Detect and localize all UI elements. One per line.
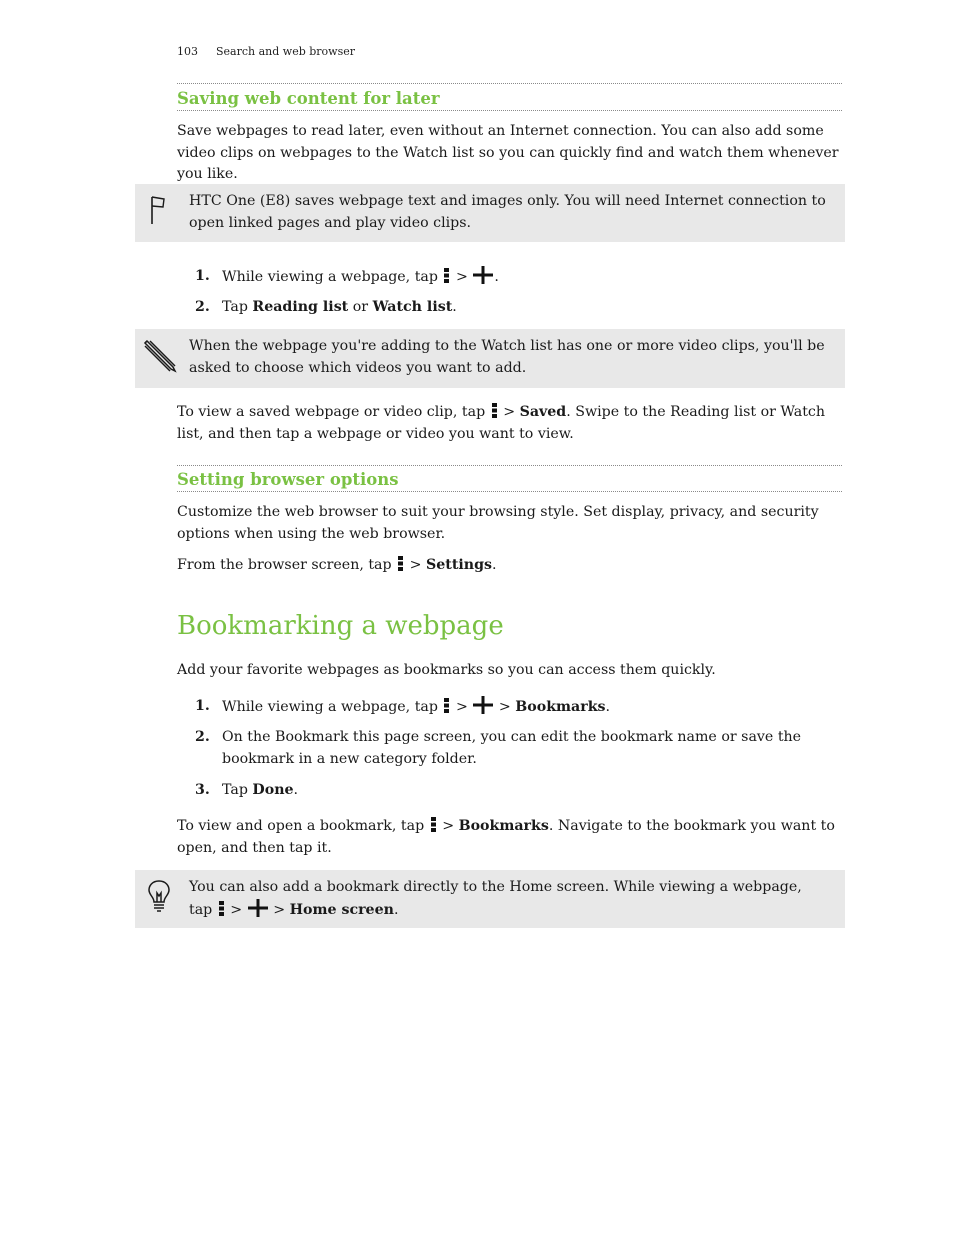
- step-text: or: [348, 299, 373, 315]
- paragraph-text: .: [492, 557, 497, 573]
- list-number: 3.: [195, 782, 210, 798]
- kebab-menu-icon: [492, 403, 497, 418]
- kebab-menu-icon: [444, 698, 449, 713]
- page-number: 103: [177, 45, 198, 58]
- separator: >: [230, 901, 243, 918]
- options-intro: Customize the web browser to suit your browsing style. Set display, privacy, and security options when using the web browser.: [177, 504, 819, 542]
- section-rule-bottom: [177, 491, 842, 492]
- step-text: .: [293, 782, 299, 798]
- view-saved-paragraph: [177, 402, 845, 445]
- reading-list-label: Reading list: [252, 299, 349, 315]
- watch-list-label: Watch list: [372, 299, 453, 315]
- options-settings-paragraph: [177, 555, 845, 577]
- kebab-menu-icon: [398, 556, 403, 571]
- list-number: 1.: [195, 268, 210, 284]
- home-screen-label: Home screen: [289, 901, 394, 918]
- separator: >: [273, 901, 286, 918]
- separator: >: [455, 699, 468, 715]
- tip-text: You can also add a bookmark directly to the Home screen. While viewing a webpage, tap: [189, 879, 802, 918]
- paragraph-text: To view a saved webpage or video clip, tap: [177, 404, 486, 420]
- section-rule-bottom: [177, 110, 842, 111]
- lightbulb-icon: [147, 879, 171, 913]
- saved-label: Saved: [519, 404, 567, 420]
- separator: >: [409, 557, 422, 573]
- list-number: 2.: [195, 299, 210, 315]
- view-bookmark-paragraph: [177, 816, 845, 859]
- flag-note-text: HTC One (E8) saves webpage text and images only. You will need Internet connection to open linked pages and play video clips.: [189, 193, 826, 231]
- heading-bookmarking: Bookmarking a webpage: [177, 611, 504, 641]
- step-text: While viewing a webpage, tap: [222, 699, 438, 715]
- bookmark-intro: Add your favorite webpages as bookmarks so you can access them quickly.: [177, 662, 716, 678]
- kebab-menu-icon: [219, 901, 224, 916]
- pencil-note-text: When the webpage you're adding to the Watch list has one or more video clips, you'll be asked to choose which videos you want to add.: [189, 338, 825, 376]
- paragraph-text: From the browser screen, tap: [177, 557, 392, 573]
- tip-note-box: [135, 870, 845, 928]
- plus-icon: [248, 899, 268, 917]
- separator: >: [503, 404, 516, 420]
- saving-intro: Save webpages to read later, even without an Internet connection. You can also add some video clips on webpages to the Watch list so you can quickly find and watch them whenever you like.: [177, 123, 839, 182]
- heading-browser-options: Setting browser options: [177, 470, 399, 489]
- pencil-icon: [141, 337, 177, 373]
- step-text: .: [452, 299, 457, 315]
- step-text: Tap: [222, 782, 253, 798]
- section-title: Search and web browser: [216, 45, 355, 58]
- kebab-menu-icon: [431, 817, 436, 832]
- separator: >: [498, 699, 511, 715]
- paragraph-text: . Swipe to the Reading list or Watch list, and then tap a webpage or video you want to view.: [177, 404, 826, 442]
- kebab-menu-icon: [444, 268, 449, 283]
- step-text: .: [494, 269, 499, 285]
- heading-saving-web-content: Saving web content for later: [177, 89, 440, 108]
- section-rule-top: [177, 83, 842, 84]
- bookmarks-label: Bookmarks: [458, 818, 549, 834]
- paragraph-text: To view and open a bookmark, tap: [177, 818, 425, 834]
- tip-text: .: [393, 901, 399, 918]
- settings-label: Settings: [426, 557, 493, 573]
- step-text: On the Bookmark this page screen, you can edit the bookmark name or save the bookmark in a new category folder.: [222, 729, 802, 767]
- tip-note-text: [189, 877, 829, 921]
- section-rule-top: [177, 465, 842, 466]
- list-number: 2.: [195, 729, 210, 745]
- list-number: 1.: [195, 698, 210, 714]
- running-header: [177, 45, 355, 58]
- done-label: Done: [252, 782, 294, 798]
- separator: >: [455, 269, 468, 285]
- pencil-note-box: [135, 329, 845, 388]
- bookmarks-label: Bookmarks: [515, 699, 606, 715]
- plus-icon: [473, 696, 493, 714]
- step-text: Tap: [222, 299, 253, 315]
- plus-icon: [473, 266, 493, 284]
- flag-icon: [149, 194, 167, 226]
- separator: >: [442, 818, 455, 834]
- step-text: .: [605, 699, 611, 715]
- flag-note-box: [135, 184, 845, 242]
- step-text: While viewing a webpage, tap: [222, 269, 438, 285]
- paragraph-text: . Navigate to the bookmark you want to open, and then tap it.: [177, 818, 835, 856]
